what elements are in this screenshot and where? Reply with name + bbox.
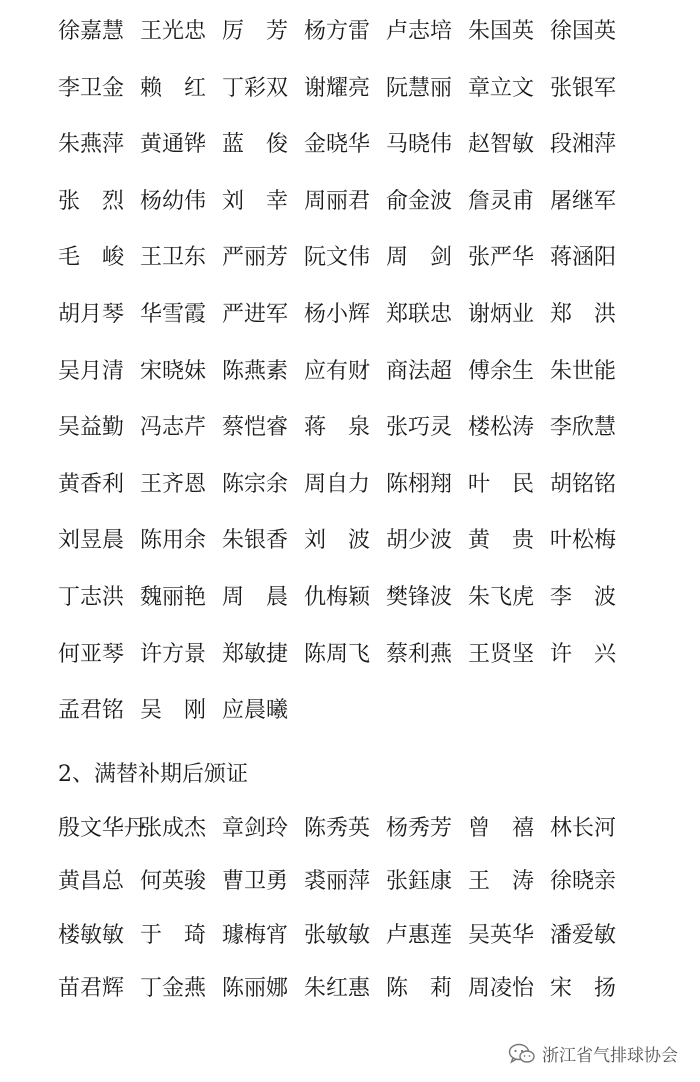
name-row bbox=[58, 19, 632, 76]
person-name: 何英骏 bbox=[140, 869, 207, 895]
person-name: 郑 洪 bbox=[550, 301, 617, 327]
person-name: 郑联忠 bbox=[386, 301, 453, 327]
person-name: 潘爱敏 bbox=[550, 922, 617, 948]
name-row bbox=[58, 976, 632, 1029]
person-name: 李 波 bbox=[550, 584, 617, 610]
person-name: 赖 红 bbox=[140, 75, 207, 101]
person-name: 郑敏捷 bbox=[222, 641, 289, 667]
person-name: 应晨曦 bbox=[222, 698, 289, 724]
person-name: 朱国英 bbox=[468, 19, 535, 44]
person-name: 卢志培 bbox=[386, 19, 453, 44]
person-name: 张严华 bbox=[468, 245, 535, 271]
person-name: 詹灵甫 bbox=[468, 188, 535, 214]
person-name: 曹卫勇 bbox=[222, 869, 289, 895]
person-name: 黄香利 bbox=[58, 471, 125, 497]
person-name: 商法超 bbox=[386, 358, 453, 384]
person-name: 章立文 bbox=[468, 75, 535, 101]
name-row bbox=[58, 585, 632, 642]
person-name: 徐国英 bbox=[550, 19, 617, 44]
person-name: 朱银香 bbox=[222, 528, 289, 554]
person-name: 金晓华 bbox=[304, 132, 371, 158]
person-name: 朱红惠 bbox=[304, 975, 371, 1001]
person-name: 王齐恩 bbox=[140, 471, 207, 497]
person-name: 许 兴 bbox=[550, 641, 617, 667]
person-name: 蔡恺睿 bbox=[222, 415, 289, 441]
person-name: 王卫东 bbox=[140, 245, 207, 271]
person-name: 黄通铧 bbox=[140, 132, 207, 158]
person-name: 仇梅颖 bbox=[304, 584, 371, 610]
person-name: 徐嘉慧 bbox=[58, 19, 125, 44]
name-row bbox=[58, 132, 632, 189]
person-name: 叶松梅 bbox=[550, 528, 617, 554]
person-name: 曾 禧 bbox=[468, 816, 535, 841]
person-name: 段湘萍 bbox=[550, 132, 617, 158]
person-name: 吴益勤 bbox=[58, 415, 125, 441]
person-name: 何亚琴 bbox=[58, 641, 125, 667]
person-name: 陈燕素 bbox=[222, 358, 289, 384]
person-name: 朱燕萍 bbox=[58, 132, 125, 158]
name-row bbox=[58, 245, 632, 302]
person-name: 章剑玲 bbox=[222, 816, 289, 841]
person-name: 于 琦 bbox=[140, 922, 207, 948]
person-name: 傅余生 bbox=[468, 358, 535, 384]
person-name: 陈秀英 bbox=[304, 816, 371, 841]
person-name: 胡少波 bbox=[386, 528, 453, 554]
person-name: 周自力 bbox=[304, 471, 371, 497]
person-name: 丁金燕 bbox=[140, 975, 207, 1001]
person-name: 周凌怡 bbox=[468, 975, 535, 1001]
person-name: 杨小辉 bbox=[304, 301, 371, 327]
person-name: 张敏敏 bbox=[304, 922, 371, 948]
person-name: 魏丽艳 bbox=[140, 584, 207, 610]
person-name: 樊锋波 bbox=[386, 584, 453, 610]
person-name: 杨幼伟 bbox=[140, 188, 207, 214]
person-name: 刘昱晨 bbox=[58, 528, 125, 554]
person-name: 刘 幸 bbox=[222, 188, 289, 214]
person-name: 孟君铭 bbox=[58, 698, 125, 724]
person-name: 刘 波 bbox=[304, 528, 371, 554]
person-name: 阮慧丽 bbox=[386, 75, 453, 101]
person-name: 苗君辉 bbox=[58, 975, 125, 1001]
name-row bbox=[58, 415, 632, 472]
person-name: 谢炳业 bbox=[468, 301, 535, 327]
person-name: 丁彩双 bbox=[222, 75, 289, 101]
person-name: 张成杰 bbox=[140, 816, 207, 841]
person-name: 张 烈 bbox=[58, 188, 125, 214]
person-name: 宋 扬 bbox=[550, 975, 617, 1001]
section-title: 2、满替补期后颁证 bbox=[58, 762, 248, 787]
person-name: 蒋 泉 bbox=[304, 415, 371, 441]
name-row bbox=[58, 472, 632, 529]
person-name: 叶 民 bbox=[468, 471, 535, 497]
person-name: 华雪霞 bbox=[140, 301, 207, 327]
person-name: 厉 芳 bbox=[222, 19, 289, 44]
certified-names-list bbox=[58, 19, 632, 755]
person-name: 杨秀芳 bbox=[386, 816, 453, 841]
person-name: 杨方雷 bbox=[304, 19, 371, 44]
person-name: 阮文伟 bbox=[304, 245, 371, 271]
person-name: 周丽君 bbox=[304, 188, 371, 214]
name-row bbox=[58, 189, 632, 246]
person-name: 严丽芳 bbox=[222, 245, 289, 271]
person-name: 周 剑 bbox=[386, 245, 453, 271]
person-name: 朱世能 bbox=[550, 358, 617, 384]
person-name: 谢耀亮 bbox=[304, 75, 371, 101]
person-name: 俞金波 bbox=[386, 188, 453, 214]
person-name: 黄 贵 bbox=[468, 528, 535, 554]
person-name: 朱飞虎 bbox=[468, 584, 535, 610]
name-row bbox=[58, 816, 632, 869]
person-name: 胡月琴 bbox=[58, 301, 125, 327]
watermark-text: 浙江省气排球协会 bbox=[542, 1046, 678, 1066]
person-name: 楼松涛 bbox=[468, 415, 535, 441]
person-name: 屠继军 bbox=[550, 188, 617, 214]
person-name: 李卫金 bbox=[58, 75, 125, 101]
name-row bbox=[58, 869, 632, 922]
person-name: 胡铭铭 bbox=[550, 471, 617, 497]
name-row bbox=[58, 698, 632, 755]
person-name: 张巧灵 bbox=[386, 415, 453, 441]
person-name: 璩梅宵 bbox=[222, 922, 289, 948]
name-row bbox=[58, 642, 632, 699]
person-name: 王 涛 bbox=[468, 869, 535, 895]
name-row bbox=[58, 76, 632, 133]
person-name: 周 晨 bbox=[222, 584, 289, 610]
person-name: 裘丽萍 bbox=[304, 869, 371, 895]
person-name: 王贤坚 bbox=[468, 641, 535, 667]
person-name: 陈周飞 bbox=[304, 641, 371, 667]
person-name: 陈栩翔 bbox=[386, 471, 453, 497]
name-row bbox=[58, 923, 632, 976]
person-name: 许方景 bbox=[140, 641, 207, 667]
person-name: 蒋涵阳 bbox=[550, 245, 617, 271]
person-name: 张鈺康 bbox=[386, 869, 453, 895]
account-watermark bbox=[508, 1041, 678, 1066]
name-row bbox=[58, 359, 632, 416]
person-name: 毛 峻 bbox=[58, 245, 125, 271]
person-name: 徐晓亲 bbox=[550, 869, 617, 895]
person-name: 应有财 bbox=[304, 358, 371, 384]
person-name: 黄昌总 bbox=[58, 869, 125, 895]
person-name: 陈用余 bbox=[140, 528, 207, 554]
person-name: 蔡利燕 bbox=[386, 641, 453, 667]
person-name: 吴月清 bbox=[58, 358, 125, 384]
person-name: 卢惠莲 bbox=[386, 922, 453, 948]
person-name: 张银军 bbox=[550, 75, 617, 101]
person-name: 冯志芹 bbox=[140, 415, 207, 441]
person-name: 蓝 俊 bbox=[222, 132, 289, 158]
name-row bbox=[58, 528, 632, 585]
person-name: 陈 莉 bbox=[386, 975, 453, 1001]
person-name: 丁志洪 bbox=[58, 584, 125, 610]
person-name: 陈宗余 bbox=[222, 471, 289, 497]
name-row bbox=[58, 302, 632, 359]
person-name: 吴英华 bbox=[468, 922, 535, 948]
person-name: 李欣慧 bbox=[550, 415, 617, 441]
person-name: 吴 刚 bbox=[140, 698, 207, 724]
person-name: 楼敏敏 bbox=[58, 922, 125, 948]
person-name: 马晓伟 bbox=[386, 132, 453, 158]
wechat-icon bbox=[508, 1043, 536, 1065]
substitute-names-list bbox=[58, 816, 632, 1029]
person-name: 林长河 bbox=[550, 816, 617, 841]
person-name: 赵智敏 bbox=[468, 132, 535, 158]
person-name: 严进军 bbox=[222, 301, 289, 327]
person-name: 宋晓妹 bbox=[140, 358, 207, 384]
person-name: 殷文华丹 bbox=[58, 816, 147, 841]
person-name: 王光忠 bbox=[140, 19, 207, 44]
person-name: 陈丽娜 bbox=[222, 975, 289, 1001]
